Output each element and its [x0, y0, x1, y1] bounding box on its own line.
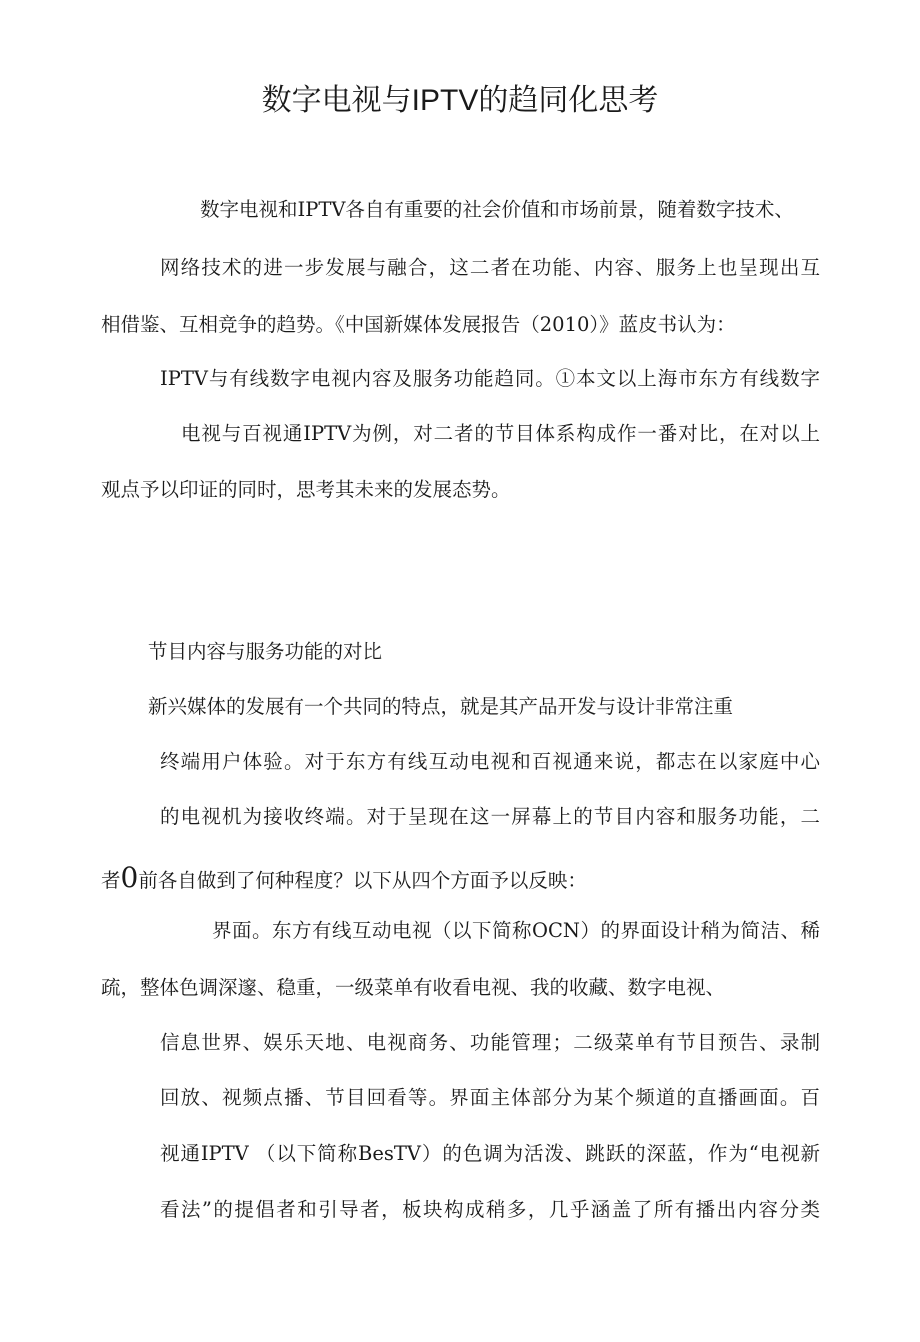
text-line: 疏，整体色调深邃、稳重，一级菜单有收看电视、我的收藏、数字电视、 — [101, 976, 726, 999]
text-line: IPTV与有线数字电视内容及服务功能趋同。①本文以上海市东方有线数字 — [160, 367, 820, 390]
text-line: 界面。东方有线互动电视（以下简称OCN）的界面设计稍为简洁、稀 — [212, 919, 820, 942]
footnote-mark: 0 — [120, 861, 139, 894]
document-title: 数字电视与IPTV的趋同化思考 — [261, 84, 659, 117]
text-line — [101, 861, 587, 895]
text-fragment: 前各自做到了何种程度？以下从四个方面予以反映： — [138, 869, 587, 892]
text-line: 终端用户体验。对于东方有线互动电视和百视通来说，都志在以家庭中心 — [160, 750, 820, 773]
text-line: 视通IPTV （以下简称BesTV）的色调为活泼、跳跃的深蓝，作为“电视新 — [160, 1142, 820, 1165]
text-line: 信息世界、娱乐天地、电视商务、功能管理；二级菜单有节目预告、录制 — [160, 1031, 820, 1054]
text-fragment: 者 — [101, 869, 121, 892]
text-line: 看法”的提倡者和引导者，板块构成稍多，几乎涵盖了所有播出内容分类 — [160, 1198, 820, 1221]
text-line: 新兴媒体的发展有一个共同的特点，就是其产品开发与设计非常注重 — [148, 695, 734, 718]
text-line: 网络技术的进一步发展与融合，这二者在功能、内容、服务上也呈现出互 — [160, 256, 820, 279]
text-line: 相借鉴、互相竞争的趋势。《中国新媒体发展报告（2010）》蓝皮书认为： — [101, 313, 736, 336]
text-line: 电视与百视通IPTV为例，对二者的节目体系构成作一番对比，在对以上 — [181, 422, 820, 445]
text-line: 观点予以印证的同时，思考其未来的发展态势。 — [101, 478, 511, 501]
text-line: 数字电视和IPTV各自有重要的社会价值和市场前景，随着数字技术、 — [200, 198, 794, 221]
text-line: 回放、视频点播、节目回看等。界面主体部分为某个频道的直播画面。百 — [160, 1086, 820, 1109]
text-line: 的电视机为接收终端。对于呈现在这一屏幕上的节目内容和服务功能，二 — [160, 805, 820, 828]
section-heading: 节目内容与服务功能的对比 — [148, 640, 383, 663]
